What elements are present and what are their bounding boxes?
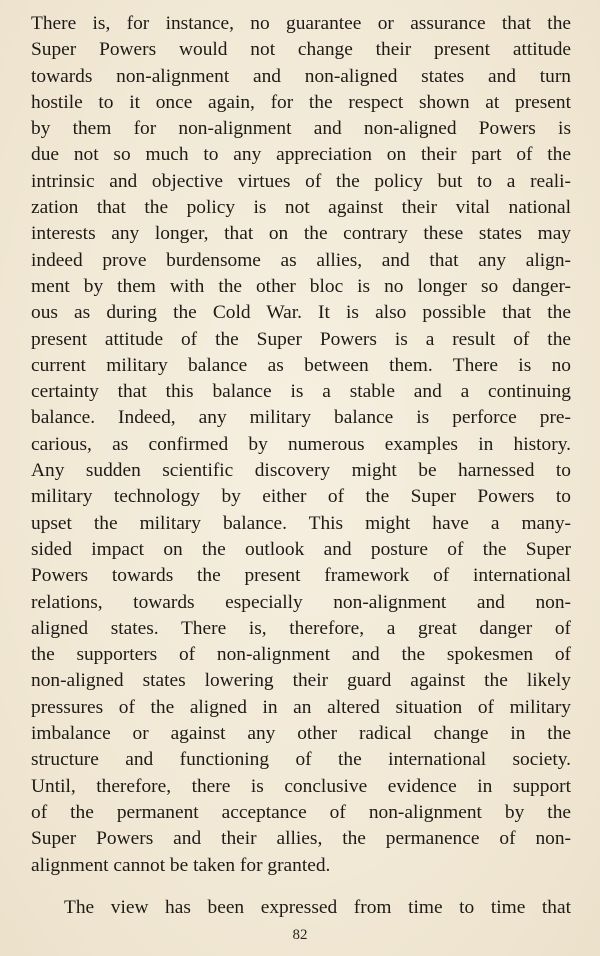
text-line: of the permanent acceptance of non-alignment by the: [31, 801, 571, 823]
text-line: by them for non-alignment and non-aligned Powers is: [31, 118, 571, 140]
text-line: sided impact on the outlook and posture of the Super: [31, 538, 571, 560]
text-line: upset the military balance. This might have a many-: [31, 512, 571, 534]
text-line: due not so much to any appreciation on their part of the: [31, 144, 571, 166]
text-line: ment by them with the other bloc is no longer so danger-: [31, 275, 571, 297]
text-line: indeed prove burdensome as allies, and that any align-: [31, 249, 571, 271]
text-line: interests any longer, that on the contrary these states may: [31, 223, 571, 245]
page-number: 82: [292, 927, 308, 943]
paragraph-2: [31, 895, 571, 921]
text-line: towards non-alignment and non-aligned states and turn: [31, 65, 571, 87]
text-line: Super Powers would not change their present attitude: [31, 39, 571, 61]
text-line: imbalance or against any other radical change in the: [31, 723, 571, 745]
text-line: There is, for instance, no guarantee or assurance that the: [31, 13, 571, 34]
text-line: current military balance as between them. There is no: [31, 354, 571, 376]
text-line: Any sudden scientific discovery might be harnessed to: [31, 460, 571, 482]
text-line: The view has been expressed from time to time that: [64, 897, 571, 918]
text-line: non-aligned states lowering their guard against the likely: [31, 670, 571, 692]
text-line: hostile to it once again, for the respect shown at present: [31, 91, 571, 113]
text-line: pressures of the aligned in an altered situation of military: [31, 696, 571, 718]
text-line: aligned states. There is, therefore, a great danger of: [31, 617, 571, 639]
text-line: alignment cannot be taken for granted.: [31, 854, 331, 876]
text-line: carious, as confirmed by numerous examples in history.: [31, 433, 571, 455]
text-line: Super Powers and their allies, the permanence of non-: [31, 828, 571, 850]
text-line: relations, towards especially non-alignment and non-: [31, 591, 571, 613]
text-line: zation that the policy is not against their vital national: [31, 197, 571, 219]
text-line: military technology by either of the Super Powers to: [31, 486, 571, 508]
text-line: ous as during the Cold War. It is also possible that the: [31, 302, 571, 324]
text-line: the supporters of non-alignment and the spokesmen of: [31, 644, 571, 666]
paragraph-1: [31, 11, 571, 879]
text-line: intrinsic and objective virtues of the policy but to a reali-: [31, 170, 571, 192]
text-line: Until, therefore, there is conclusive evidence in support: [31, 775, 571, 797]
text-line: present attitude of the Super Powers is a result of the: [31, 328, 571, 350]
text-line: Powers towards the present framework of international: [31, 565, 571, 587]
text-line: structure and functioning of the international society.: [31, 749, 571, 771]
text-line: balance. Indeed, any military balance is perforce pre-: [31, 407, 571, 429]
text-line: certainty that this balance is a stable and a continuing: [31, 381, 571, 403]
